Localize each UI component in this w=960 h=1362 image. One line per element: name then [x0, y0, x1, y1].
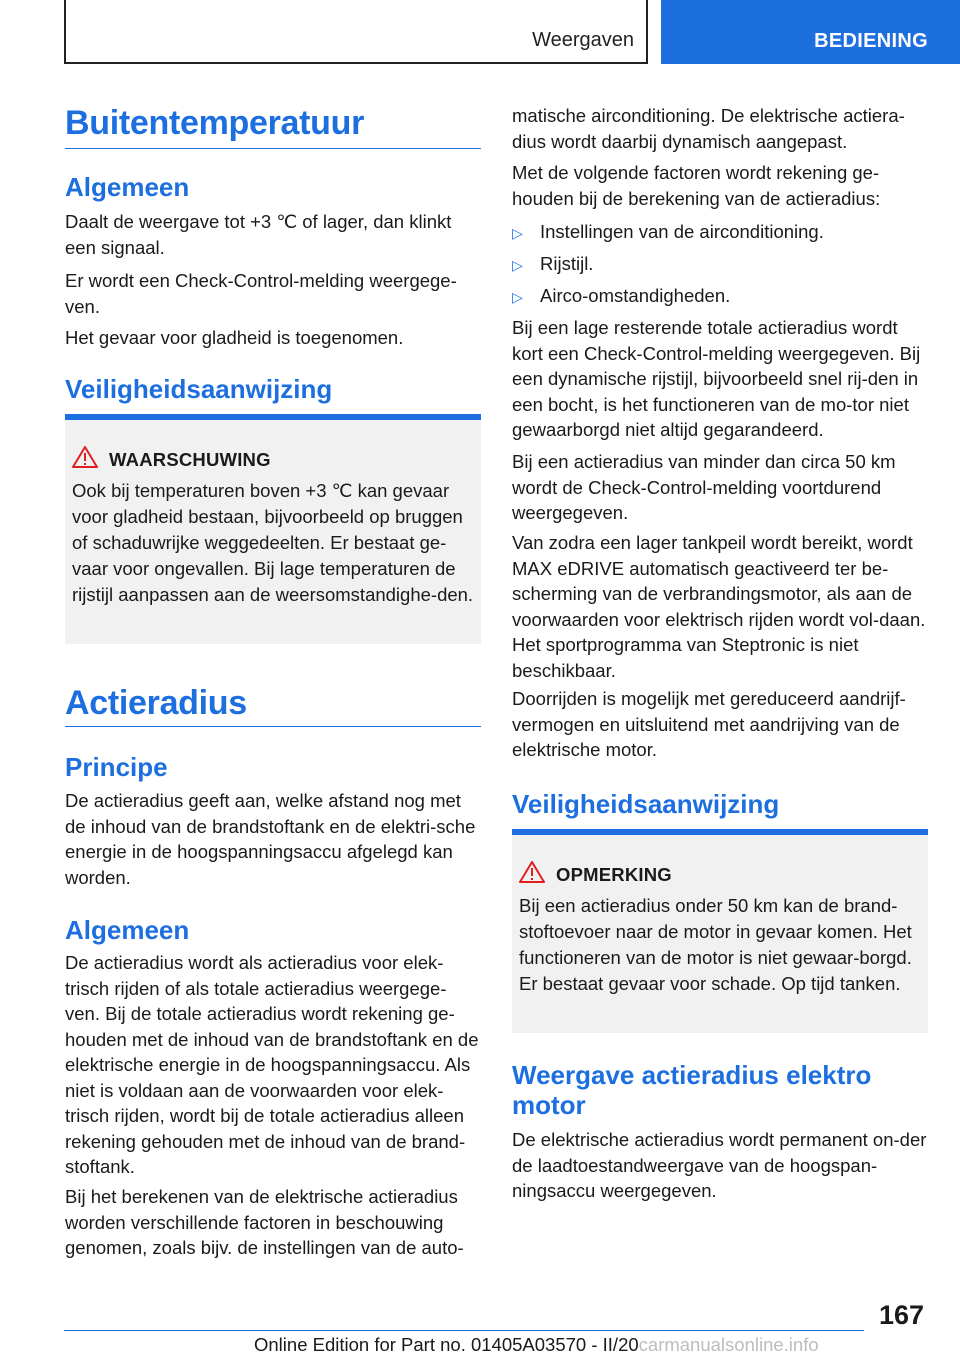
warning-title: WAARSCHUWING: [109, 449, 271, 470]
triangle-bullet-icon: ▷: [512, 225, 523, 241]
footer-edition: Online Edition for Part no. 01405A03570 - II/20carmanualsonline.info: [254, 1334, 819, 1355]
header-section-tab: [64, 0, 648, 64]
footer-rule: [64, 1330, 864, 1331]
paragraph: Van zodra een lager tankpeil wordt bereikt, wordt MAX eDRIVE automatisch geactiveerd ter be-scherming van de verbrandingsmotor, als aan de voorwaarden voor elektrisch rijden wordt vol-daan. Het sportprogramma van Steptronic is niet beschikbaar.: [512, 532, 926, 681]
list-item: ▷ Instellingen van de airconditioning.: [512, 219, 824, 246]
section-name: Weergaven: [532, 29, 634, 51]
warning-triangle-icon: [519, 861, 545, 883]
note-box: [512, 829, 928, 1033]
warning-box: [65, 414, 481, 644]
paragraph: Bij een actieradius van minder dan circa 50 km wordt de Check-Control-melding voortdurend weergegeven.: [512, 451, 896, 523]
subheading-principle: Principe: [65, 752, 168, 782]
subheading-general: Algemeen: [65, 915, 190, 945]
paragraph: Er wordt een Check-Control-melding weergege-ven.: [65, 270, 457, 317]
note-text: Bij een actieradius onder 50 km kan de brand-stoftoevoer naar de motor in gevaar komen. Het functioneren van de motor is niet gewaar-borgd. Er bestaat gevaar voor schade. Op tijd tanken.: [519, 895, 912, 994]
heading-rule: [65, 148, 481, 149]
subheading-safety: Veiligheidsaanwijzing: [512, 789, 780, 819]
chapter-name: BEDIENING: [814, 30, 928, 52]
warning-text: Ook bij temperaturen boven +3 ℃ kan gevaar voor gladheid bestaan, bijvoorbeeld op bruggen of schaduwrijke weggedeelten. Er bestaat ge-vaar voor ongevallen. Bij lage temperaturen de rijstijl aanpassen aan de weersomstandighe-den.: [72, 480, 474, 605]
paragraph: De actieradius wordt als actieradius voor elek-trisch rijden of als totale actieradius weergege-ven. Bij de totale actieradius wordt rekening ge-houden met de inhoud van de brandstoftank en de elektrische energie in de hoogspanningsaccu. Als niet is voldaan aan de voorwaarden voor elek-trisch rijden, wordt bij de totale actieradius alleen rekening gehouden met de inhoud van de brand-stoftank.: [65, 952, 479, 1177]
note-title: OPMERKING: [556, 864, 672, 885]
paragraph: Het gevaar voor gladheid is toegenomen.: [65, 327, 404, 348]
paragraph: Bij het berekenen van de elektrische actieradius worden verschillende factoren in beschouwing genomen, zoals bijv. de instellingen van de auto-: [65, 1186, 464, 1258]
triangle-bullet-icon: ▷: [512, 257, 523, 273]
paragraph: De elektrische actieradius wordt permanent on-der de laadtoestandweergave van de hoogspan-ningsaccu weergegeven.: [512, 1129, 927, 1201]
paragraph: Doorrijden is mogelijk met gereduceerd aandrijf-vermogen en uitsluitend met aandrijving van de elektrische motor.: [512, 688, 906, 760]
paragraph: Daalt de weergave tot +3 ℃ of lager, dan klinkt een signaal.: [65, 211, 452, 258]
warning-triangle-icon: [72, 446, 98, 468]
subheading-general: Algemeen: [65, 172, 190, 202]
paragraph: Bij een lage resterende totale actieradius wordt kort een Check-Control-melding weergegeven. Bij een dynamische rijstijl, bijvoorbeeld snel rij-den in een bocht, is het functioneren van de mo-tor niet gewaarborgd niet altijd gegarandeerd.: [512, 317, 921, 440]
list-item: ▷ Airco-omstandigheden.: [512, 283, 730, 310]
heading-rule: [65, 726, 481, 727]
subheading-safety: Veiligheidsaanwijzing: [65, 374, 333, 404]
heading-range: Actieradius: [65, 684, 247, 722]
header-chapter-tab: [661, 0, 960, 64]
list-item: ▷ Rijstijl.: [512, 251, 593, 278]
subheading-display-range: Weergave actieradius elektro motor: [512, 1060, 872, 1120]
paragraph: De actieradius geeft aan, welke afstand nog met de inhoud van de brandstoftank en de elektri-sche energie in de hoogspanningsaccu afgelegd kan worden.: [65, 790, 476, 888]
heading-outside-temperature: Buitentemperatuur: [65, 104, 365, 142]
watermark: carmanualsonline.info: [638, 1334, 819, 1355]
paragraph: Met de volgende factoren wordt rekening ge-houden bij de berekening van de actieradius:: [512, 162, 881, 209]
triangle-bullet-icon: ▷: [512, 289, 523, 305]
page-number: 167: [879, 1300, 925, 1330]
paragraph: matische airconditioning. De elektrische actiera-dius wordt daarbij dynamisch aangepast.: [512, 105, 905, 152]
